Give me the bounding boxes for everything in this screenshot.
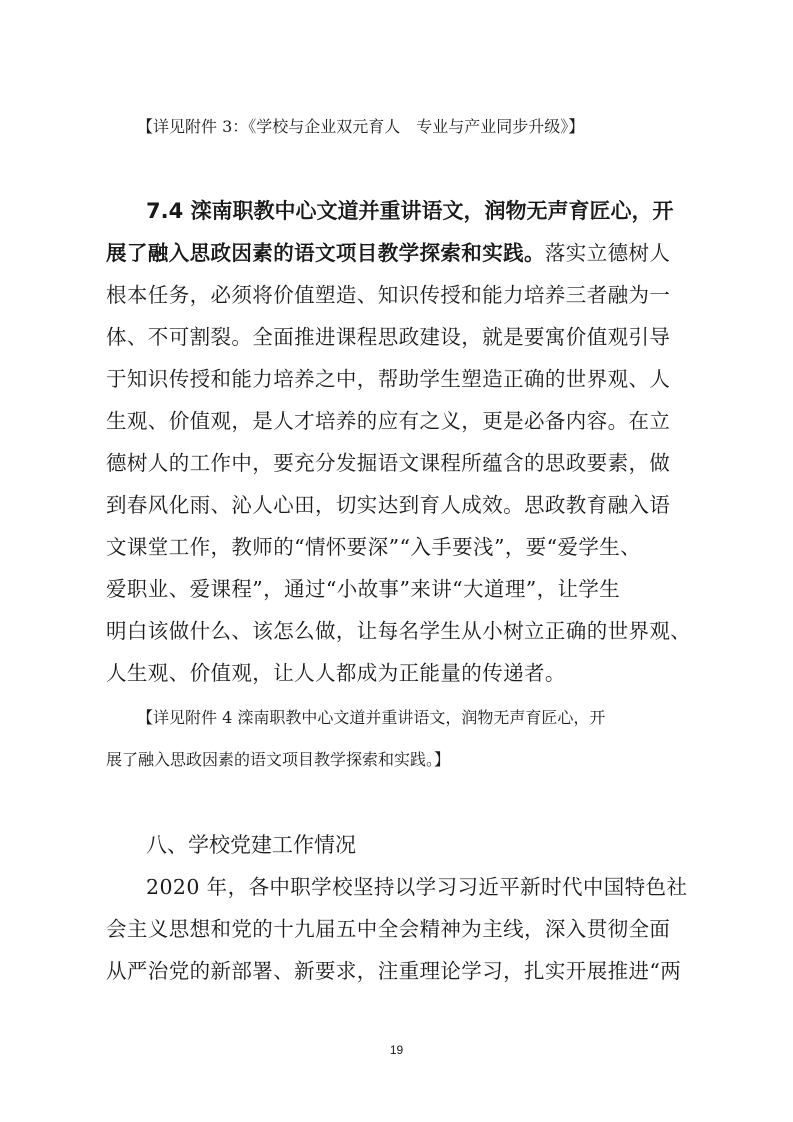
section-7-4-heading-continued: 展了融入思政因素的语文项目教学探索和实践。 xyxy=(106,241,545,265)
paragraph-text: 落实立德树人 xyxy=(544,241,671,265)
paragraph-line: 根本任务，必须将价值塑造、知识传授和能力培养三者融为一 xyxy=(106,283,671,307)
paragraph-line: 文课堂工作，教师的“情怀要深”“入手要浅”，要“爱学生、 xyxy=(106,535,642,559)
paragraph-line: 2020 年，各中职学校坚持以学习习近平新时代中国特色社 xyxy=(146,875,688,899)
paragraph-line: 生观、价值观，是人才培养的应有之义，更是必备内容。在立 xyxy=(106,409,671,433)
paragraph-line: 体、不可割裂。全面推进课程思政建设，就是要寓价值观引导 xyxy=(106,325,671,349)
paragraph-line: 到春风化雨、沁人心田，切实达到育人成效。思政教育融入语 xyxy=(106,493,671,517)
attachment-reference-3: 【详见附件 3：《学校与企业双元育人 专业与产业同步升级》】 xyxy=(137,117,585,136)
paragraph-line: 会主义思想和党的十九届五中全会精神为主线，深入贯彻全面 xyxy=(106,917,671,941)
attachment-reference-4-continued: 展了融入思政因素的语文项目教学探索和实践。】 xyxy=(106,750,451,769)
paragraph-line: 从严治党的新部署、新要求，注重理论学习，扎实开展推进“两 xyxy=(106,959,682,983)
section-8-title: 八、学校党建工作情况 xyxy=(146,833,356,857)
paragraph-line xyxy=(106,243,670,264)
section-7-4-heading: 7.4 滦南职教中心文道并重讲语文，润物无声育匠心，开 xyxy=(146,199,674,223)
paragraph-line: 爱职业、爱课程”，通过“小故事”来讲“大道理”，让学生 xyxy=(106,577,621,601)
paragraph-line: 明白该做什么、该怎么做，让每名学生从小树立正确的世界观、 xyxy=(106,619,692,643)
page-number: 19 xyxy=(389,1043,404,1057)
paragraph-line: 人生观、价值观，让人人都成为正能量的传递者。 xyxy=(106,661,566,685)
paragraph-line: 德树人的工作中，要充分发掘语文课程所蕴含的思政要素，做 xyxy=(106,451,671,475)
attachment-reference-4: 【详见附件 4 滦南职教中心文道并重讲语文，润物无声育匠心，开 xyxy=(137,708,606,727)
paragraph-line: 于知识传授和能力培养之中，帮助学生塑造正确的世界观、人 xyxy=(106,367,671,391)
